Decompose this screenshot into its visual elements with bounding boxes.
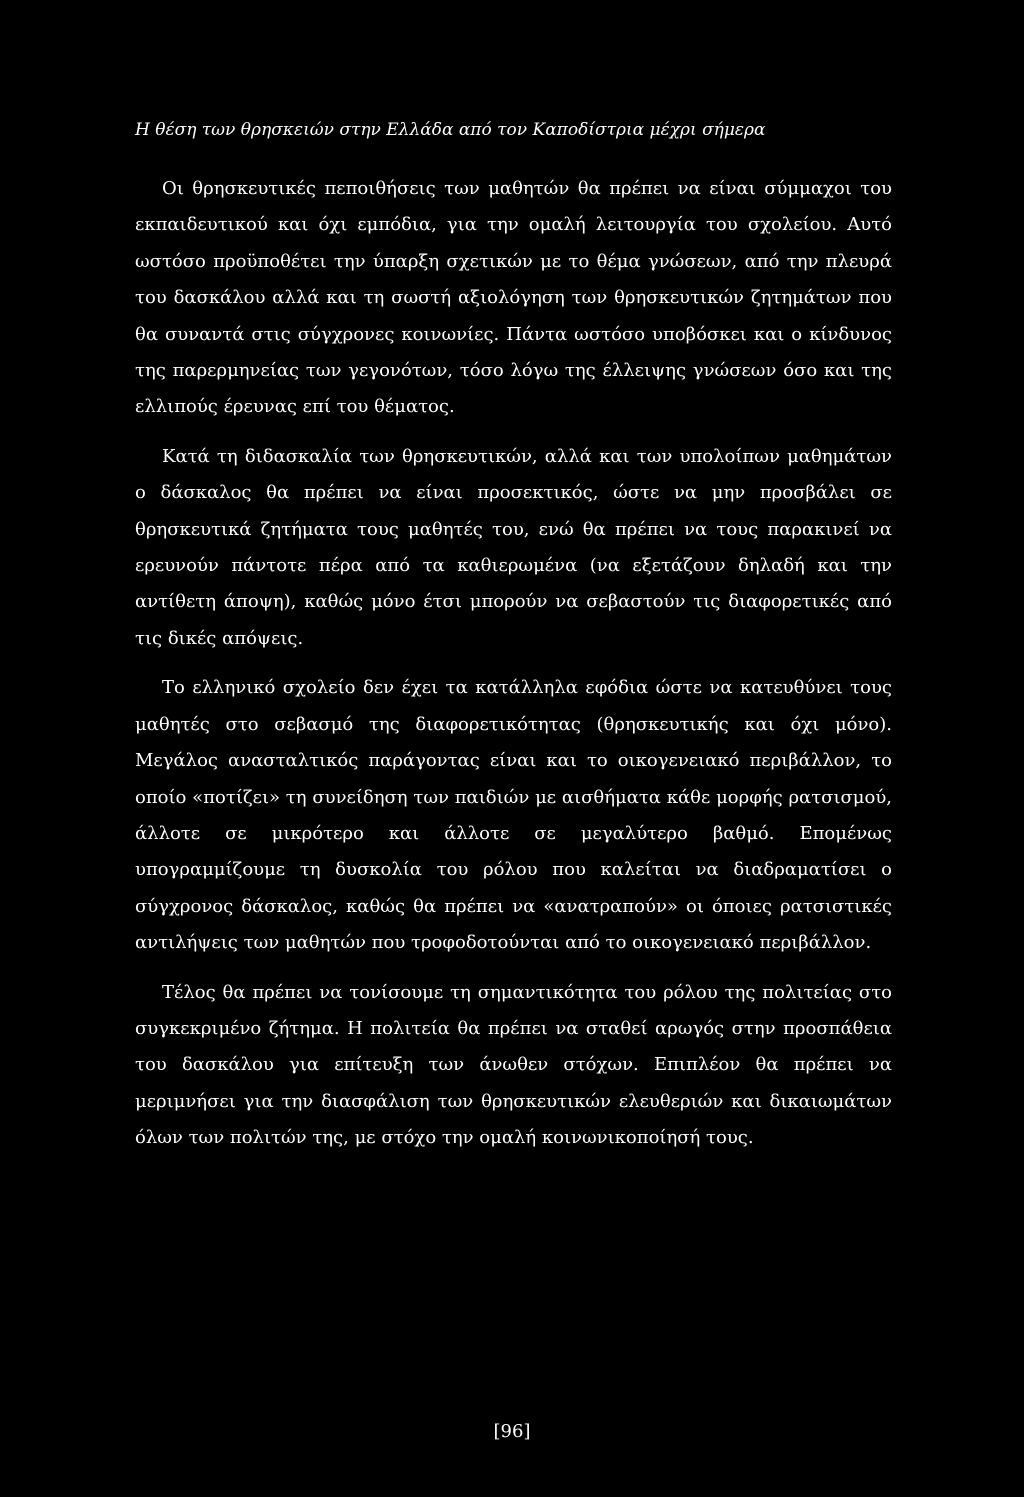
body-text — [135, 171, 892, 1170]
running-header: Η θέση των θρησκειών στην Ελλάδα από τον Καποδίστρια μέχρι σήμερα — [135, 120, 766, 140]
page-number: [96] — [493, 1421, 531, 1442]
paragraph-2: Κατά τη διδασκαλία των θρησκευτικών, αλλά και των υπολοίπων μαθημάτων ο δάσκαλος θα πρέπει να είναι προσεκτικός, ώστε να μην προσβάλει σε θρησκευτικά ζητήματα τους μαθητές του, ενώ θα πρέπει να τους παρακινεί να ερευνούν πάντοτε πέρα από τα καθιερωμένα (να εξετάζουν δηλαδή και την αντίθετη άποψη), καθώς μόνο έτσι μπορούν να σεβαστούν τις διαφορετικές από τις δικές απόψεις. — [135, 445, 892, 649]
paragraph-1: Οι θρησκευτικές πεποιθήσεις των μαθητών θα πρέπει να είναι σύμμαχοι του εκπαιδευτικού και όχι εμπόδια, για την ομαλή λειτουργία του σχολείου. Αυτό ωστόσο προϋποθέτει την ύπαρξη σχετικών με το θέμα γνώσεων, από την πλευρά του δασκάλου αλλά και τη σωστή αξιολόγηση των θρησκευτικών ζητημάτων που θα συναντά στις σύγχρονες κοινωνίες. Πάντα ωστόσο υποβόσκει και ο κίνδυνος της παρερμηνείας των γεγονότων, τόσο λόγω της έλλειψης γνώσεων όσο και της ελλιπούς έρευνας επί του θέματος. — [135, 178, 892, 418]
paragraph-3: Το ελληνικό σχολείο δεν έχει τα κατάλληλα εφόδια ώστε να κατευθύνει τους μαθητές στο σεβασμό της διαφορετικότητας (θρησκευτικής και όχι μόνο). Μεγάλος ανασταλτικός παράγοντας είναι και το οικογενειακό περιβάλλον, το οποίο «ποτίζει» τη συνείδηση των παιδιών με αισθήματα κάθε μορφής ρατσισμού, άλλοτε σε μικρότερο και άλλοτε σε μεγαλύτερο βαθμό. Επομένως υπογραμμίζουμε τη δυσκολία του ρόλου που καλείται να διαδραματίσει ο σύγχρονος δάσκαλος, καθώς θα πρέπει να «ανατραπούν» οι όποιες ρατσιστικές αντιλήψεις των μαθητών που τροφοδοτούνται από το οικογενειακό περιβάλλον. — [135, 677, 892, 954]
paragraph-4: Τέλος θα πρέπει να τονίσουμε τη σημαντικότητα του ρόλου της πολιτείας στο συγκεκριμένο ζήτημα. Η πολιτεία θα πρέπει να σταθεί αρωγός στην προσπάθεια του δασκάλου για επίτευξη των άνωθεν στόχων. Επιπλέον θα πρέπει να μεριμνήσει για την διασφάλιση των θρησκευτικών ελευθεριών και δικαιωμάτων όλων των πολιτών της, με στόχο την ομαλή κοινωνικοποίησή τους. — [135, 981, 892, 1149]
